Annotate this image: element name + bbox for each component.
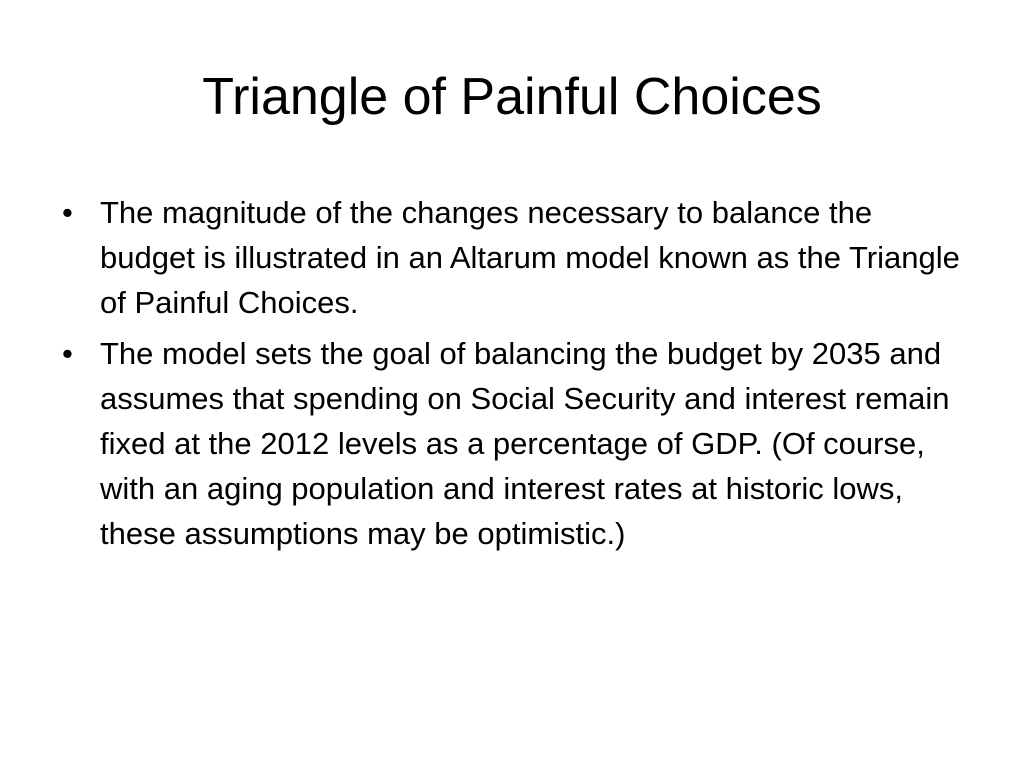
- bullet-item: [62, 331, 962, 556]
- bullet-text: The magnitude of the changes necessary to balance the budget is illustrated in an Altarum model known as the Triangle of Painful Choices.: [100, 195, 960, 320]
- slide-title: Triangle of Painful Choices: [202, 68, 822, 126]
- bullet-marker: •: [62, 195, 73, 230]
- bullet-text: The model sets the goal of balancing the budget by 2035 and assumes that spending on Social Security and interest remain fixed at the 2012 levels as a percentage of GDP. (Of course, with an aging population and interest rates at historic lows, these assumptions may be optimistic.): [100, 336, 950, 551]
- bullet-list: [62, 190, 962, 562]
- bullet-marker: •: [62, 336, 73, 371]
- bullet-item: [62, 190, 962, 325]
